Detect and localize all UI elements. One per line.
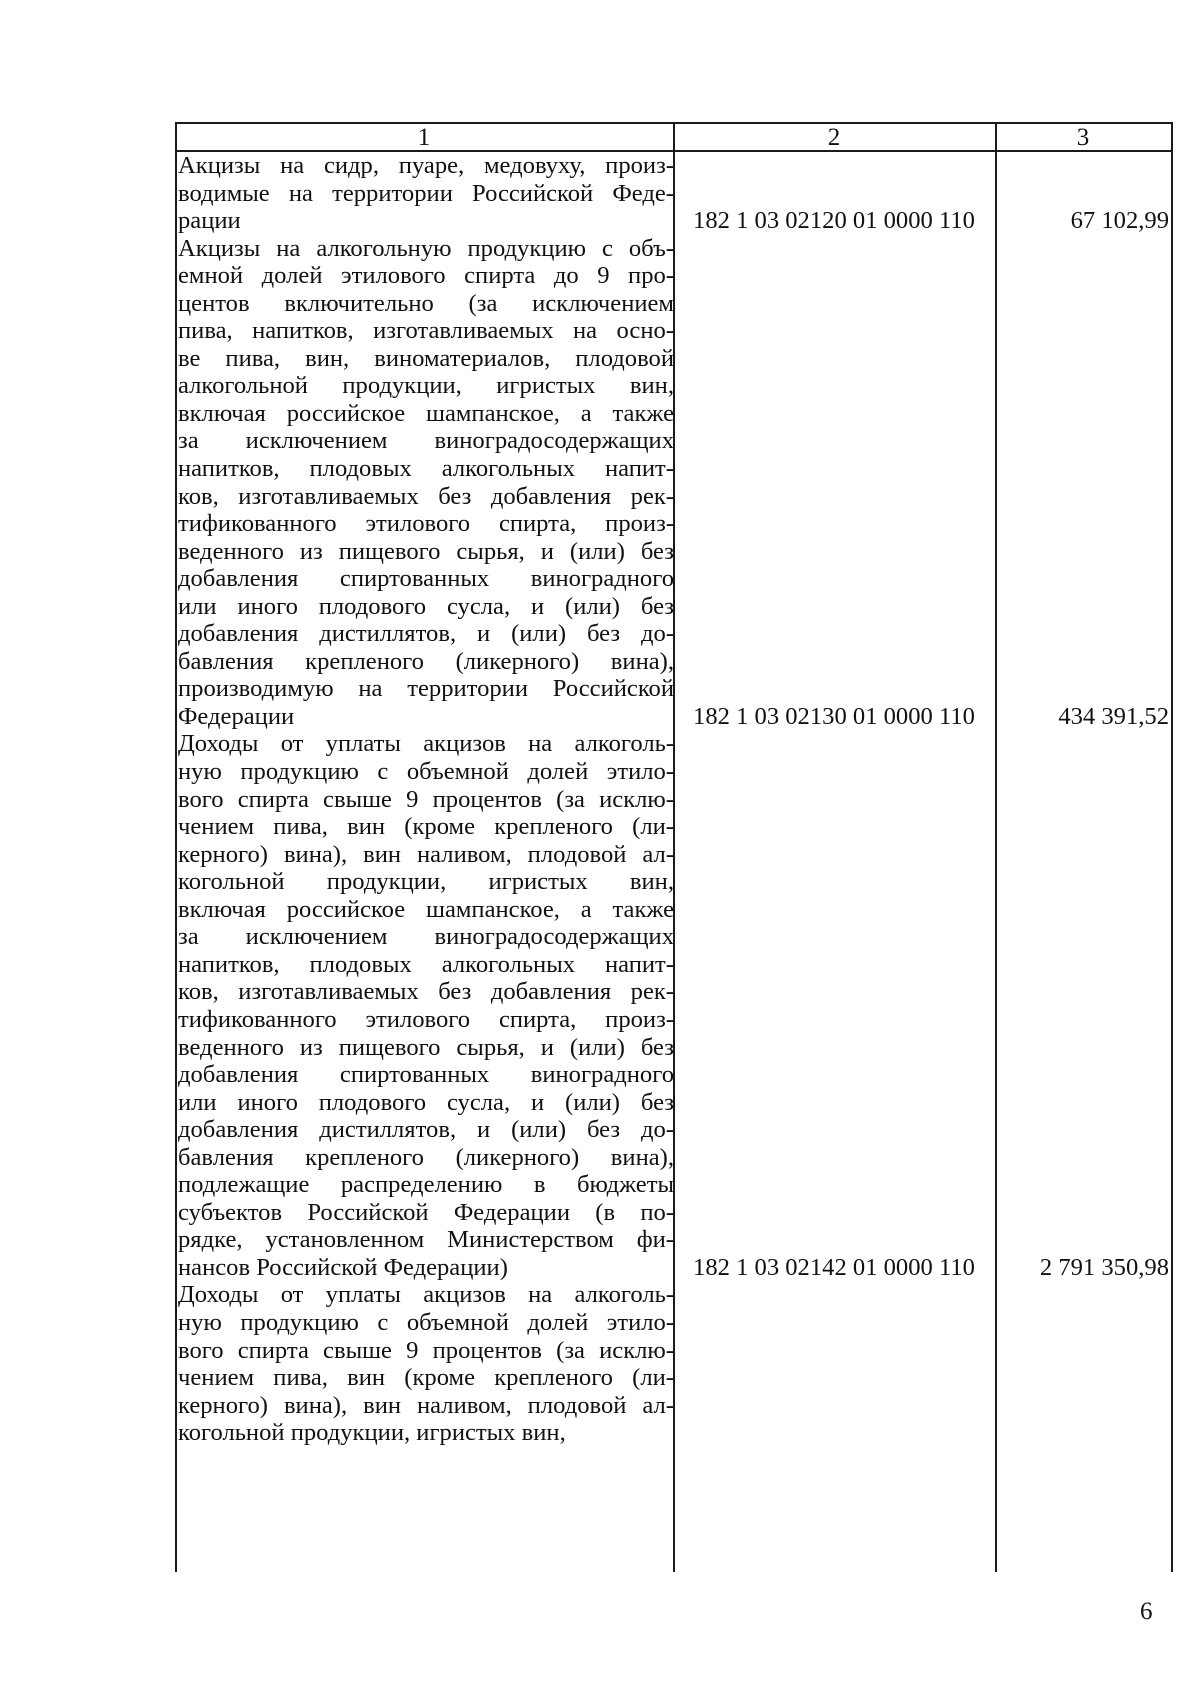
amount-value: 2 791 350,98 [1039, 1253, 1169, 1281]
amount-value: 67 102,99 [1070, 207, 1169, 235]
description-line: Акцизы на сидр, пуаре, медовуху, произ- [178, 152, 674, 179]
description-line: центов включительно (за исключением [178, 289, 674, 317]
description-line: вого спирта свыше 9 процентов (за исклю- [178, 1336, 674, 1364]
description-line: керного) вина), вин наливом, плодовой ал- [178, 840, 674, 868]
header-col-1: 1 [417, 124, 431, 151]
budget-classification-code: 182 1 03 02130 01 0000 110 [693, 702, 975, 730]
row-description [178, 1281, 674, 1446]
description-line: включая российское шампанское, а также [178, 895, 674, 923]
description-line: бавления крепленого (ликерного) вина), [178, 647, 674, 675]
description-line: вого спирта свыше 9 процентов (за исклю- [178, 785, 674, 813]
table-header-row [175, 122, 1173, 152]
table-row [175, 1281, 1173, 1446]
table-row [175, 235, 1173, 731]
description-line: бавления крепленого (ликерного) вина), [178, 1143, 674, 1171]
description-line: за исключением виноградосодержащих [178, 923, 674, 951]
description-line: напитков, плодовых алкогольных напит- [178, 455, 674, 483]
description-line: емной долей этилового спирта до 9 про- [178, 262, 674, 290]
table-row [175, 152, 1173, 235]
description-line: Доходы от уплаты акцизов на алкоголь- [178, 730, 674, 758]
description-line: добавления спиртованных виноградного [178, 1061, 674, 1089]
row-description [178, 730, 674, 1281]
description-line: когольной продукции, игристых вин, [178, 1419, 566, 1447]
row-description [178, 152, 674, 235]
description-line: чением пива, вин (кроме крепленого (ли- [178, 1364, 674, 1392]
description-line: чением пива, вин (кроме крепленого (ли- [178, 813, 674, 841]
table-row [175, 730, 1173, 1281]
description-line: нансов Российской Федерации) [178, 1253, 508, 1281]
description-line: веденного из пищевого сырья, и (или) без [178, 1033, 674, 1061]
description-line: керного) вина), вин наливом, плодовой ал- [178, 1391, 674, 1419]
description-line: ную продукцию с объемной долей этило- [178, 758, 674, 786]
description-line: напитков, плодовых алкогольных напит- [178, 950, 674, 978]
amount-value: 434 391,52 [1058, 702, 1169, 730]
description-line: производимую на территории Российской [178, 675, 674, 703]
description-line: добавления дистиллятов, и (или) без до- [178, 1116, 674, 1144]
description-line: веденного из пищевого сырья, и (или) без [178, 537, 674, 565]
revenue-table [175, 122, 1173, 1572]
description-line: водимые на территории Российской Феде- [178, 179, 674, 207]
description-line: включая российское шампанское, а также [178, 399, 674, 427]
description-line: алкогольной продукции, игристых вин, [178, 372, 674, 400]
description-line: ков, изготавливаемых без добавления рек- [178, 482, 674, 510]
description-line: подлежащие распределению в бюджеты [178, 1171, 674, 1199]
description-line: за исключением виноградосодержащих [178, 427, 674, 455]
description-line: или иного плодового сусла, и (или) без [178, 592, 674, 620]
description-line: рации [178, 207, 241, 235]
description-line: добавления дистиллятов, и (или) без до- [178, 620, 674, 648]
description-line: Доходы от уплаты акцизов на алкоголь- [178, 1281, 674, 1309]
description-line: рядке, установленном Министерством фи- [178, 1226, 674, 1254]
description-line: пива, напитков, изготавливаемых на осно- [178, 317, 674, 345]
description-line: Федерации [178, 702, 295, 730]
description-line: субъектов Российской Федерации (в по- [178, 1198, 674, 1226]
header-col-2: 2 [827, 124, 841, 151]
page-number: 6 [1140, 1598, 1153, 1625]
description-line: тификованного этилового спирта, произ- [178, 510, 674, 538]
description-line: ную продукцию с объемной долей этило- [178, 1308, 674, 1336]
description-line: ков, изготавливаемых без добавления рек- [178, 978, 674, 1006]
description-line: когольной продукции, игристых вин, [178, 868, 674, 896]
table-body [175, 152, 1173, 1447]
row-description [178, 235, 674, 731]
budget-classification-code: 182 1 03 02120 01 0000 110 [693, 207, 975, 235]
description-line: тификованного этилового спирта, произ- [178, 1005, 674, 1033]
header-col-3: 3 [1076, 124, 1090, 151]
budget-classification-code: 182 1 03 02142 01 0000 110 [693, 1253, 975, 1281]
description-line: или иного плодового сусла, и (или) без [178, 1088, 674, 1116]
description-line: добавления спиртованных виноградного [178, 565, 674, 593]
description-line: ве пива, вин, виноматериалов, плодовой [178, 344, 674, 372]
description-line: Акцизы на алкогольную продукцию с объ- [178, 234, 674, 262]
